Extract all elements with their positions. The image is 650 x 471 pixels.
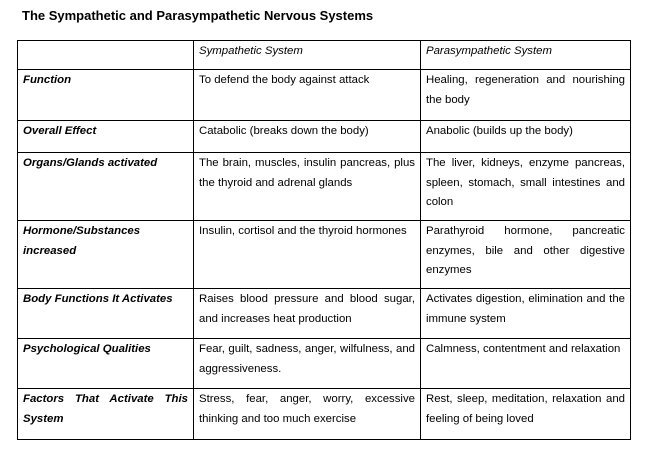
- sympathetic-cell: The brain, muscles, insulin pancreas, plus the thyroid and adrenal glands: [194, 153, 421, 221]
- table-row: [18, 121, 631, 153]
- parasympathetic-cell: Activates digestion, elimination and the immune system: [421, 289, 631, 339]
- row-label-body-functions: Body Functions It Activates: [18, 289, 194, 339]
- table-row: [18, 153, 631, 221]
- row-label-organs-glands: Organs/Glands activated: [18, 153, 194, 221]
- row-label-psychological: Psychological Qualities: [18, 339, 194, 389]
- sympathetic-cell: Catabolic (breaks down the body): [194, 121, 421, 153]
- parasympathetic-cell: Parathyroid hormone, pancreatic enzymes, bile and other digestive enzymes: [421, 221, 631, 289]
- row-label-overall-effect: Overall Effect: [18, 121, 194, 153]
- table-header-row: [18, 41, 631, 70]
- row-label-hormones: Hormone/Substances increased: [18, 221, 194, 289]
- parasympathetic-cell: Rest, sleep, meditation, relaxation and feeling of being loved: [421, 389, 631, 440]
- parasympathetic-cell: The liver, kidneys, enzyme pancreas, spleen, stomach, small intestines and colon: [421, 153, 631, 221]
- sympathetic-cell: To defend the body against attack: [194, 70, 421, 121]
- table-row: [18, 339, 631, 389]
- parasympathetic-cell: Calmness, contentment and relaxation: [421, 339, 631, 389]
- sympathetic-cell: Raises blood pressure and blood sugar, and increases heat production: [194, 289, 421, 339]
- column-header-parasympathetic: Parasympathetic System: [421, 41, 631, 70]
- row-label-factors: Factors That Activate This System: [18, 389, 194, 440]
- document-title: The Sympathetic and Parasympathetic Nervous Systems: [22, 8, 374, 23]
- table-row: [18, 221, 631, 289]
- sympathetic-cell: Insulin, cortisol and the thyroid hormones: [194, 221, 421, 289]
- corner-cell: [18, 41, 194, 70]
- comparison-table: [17, 40, 631, 440]
- parasympathetic-cell: Healing, regeneration and nourishing the body: [421, 70, 631, 121]
- sympathetic-cell: Stress, fear, anger, worry, excessive thinking and too much exercise: [194, 389, 421, 440]
- column-header-sympathetic: Sympathetic System: [194, 41, 421, 70]
- parasympathetic-cell: Anabolic (builds up the body): [421, 121, 631, 153]
- table-row: [18, 289, 631, 339]
- sympathetic-cell: Fear, guilt, sadness, anger, wilfulness, and aggressiveness.: [194, 339, 421, 389]
- table-row: [18, 389, 631, 440]
- row-label-function: Function: [18, 70, 194, 121]
- table-row: [18, 70, 631, 121]
